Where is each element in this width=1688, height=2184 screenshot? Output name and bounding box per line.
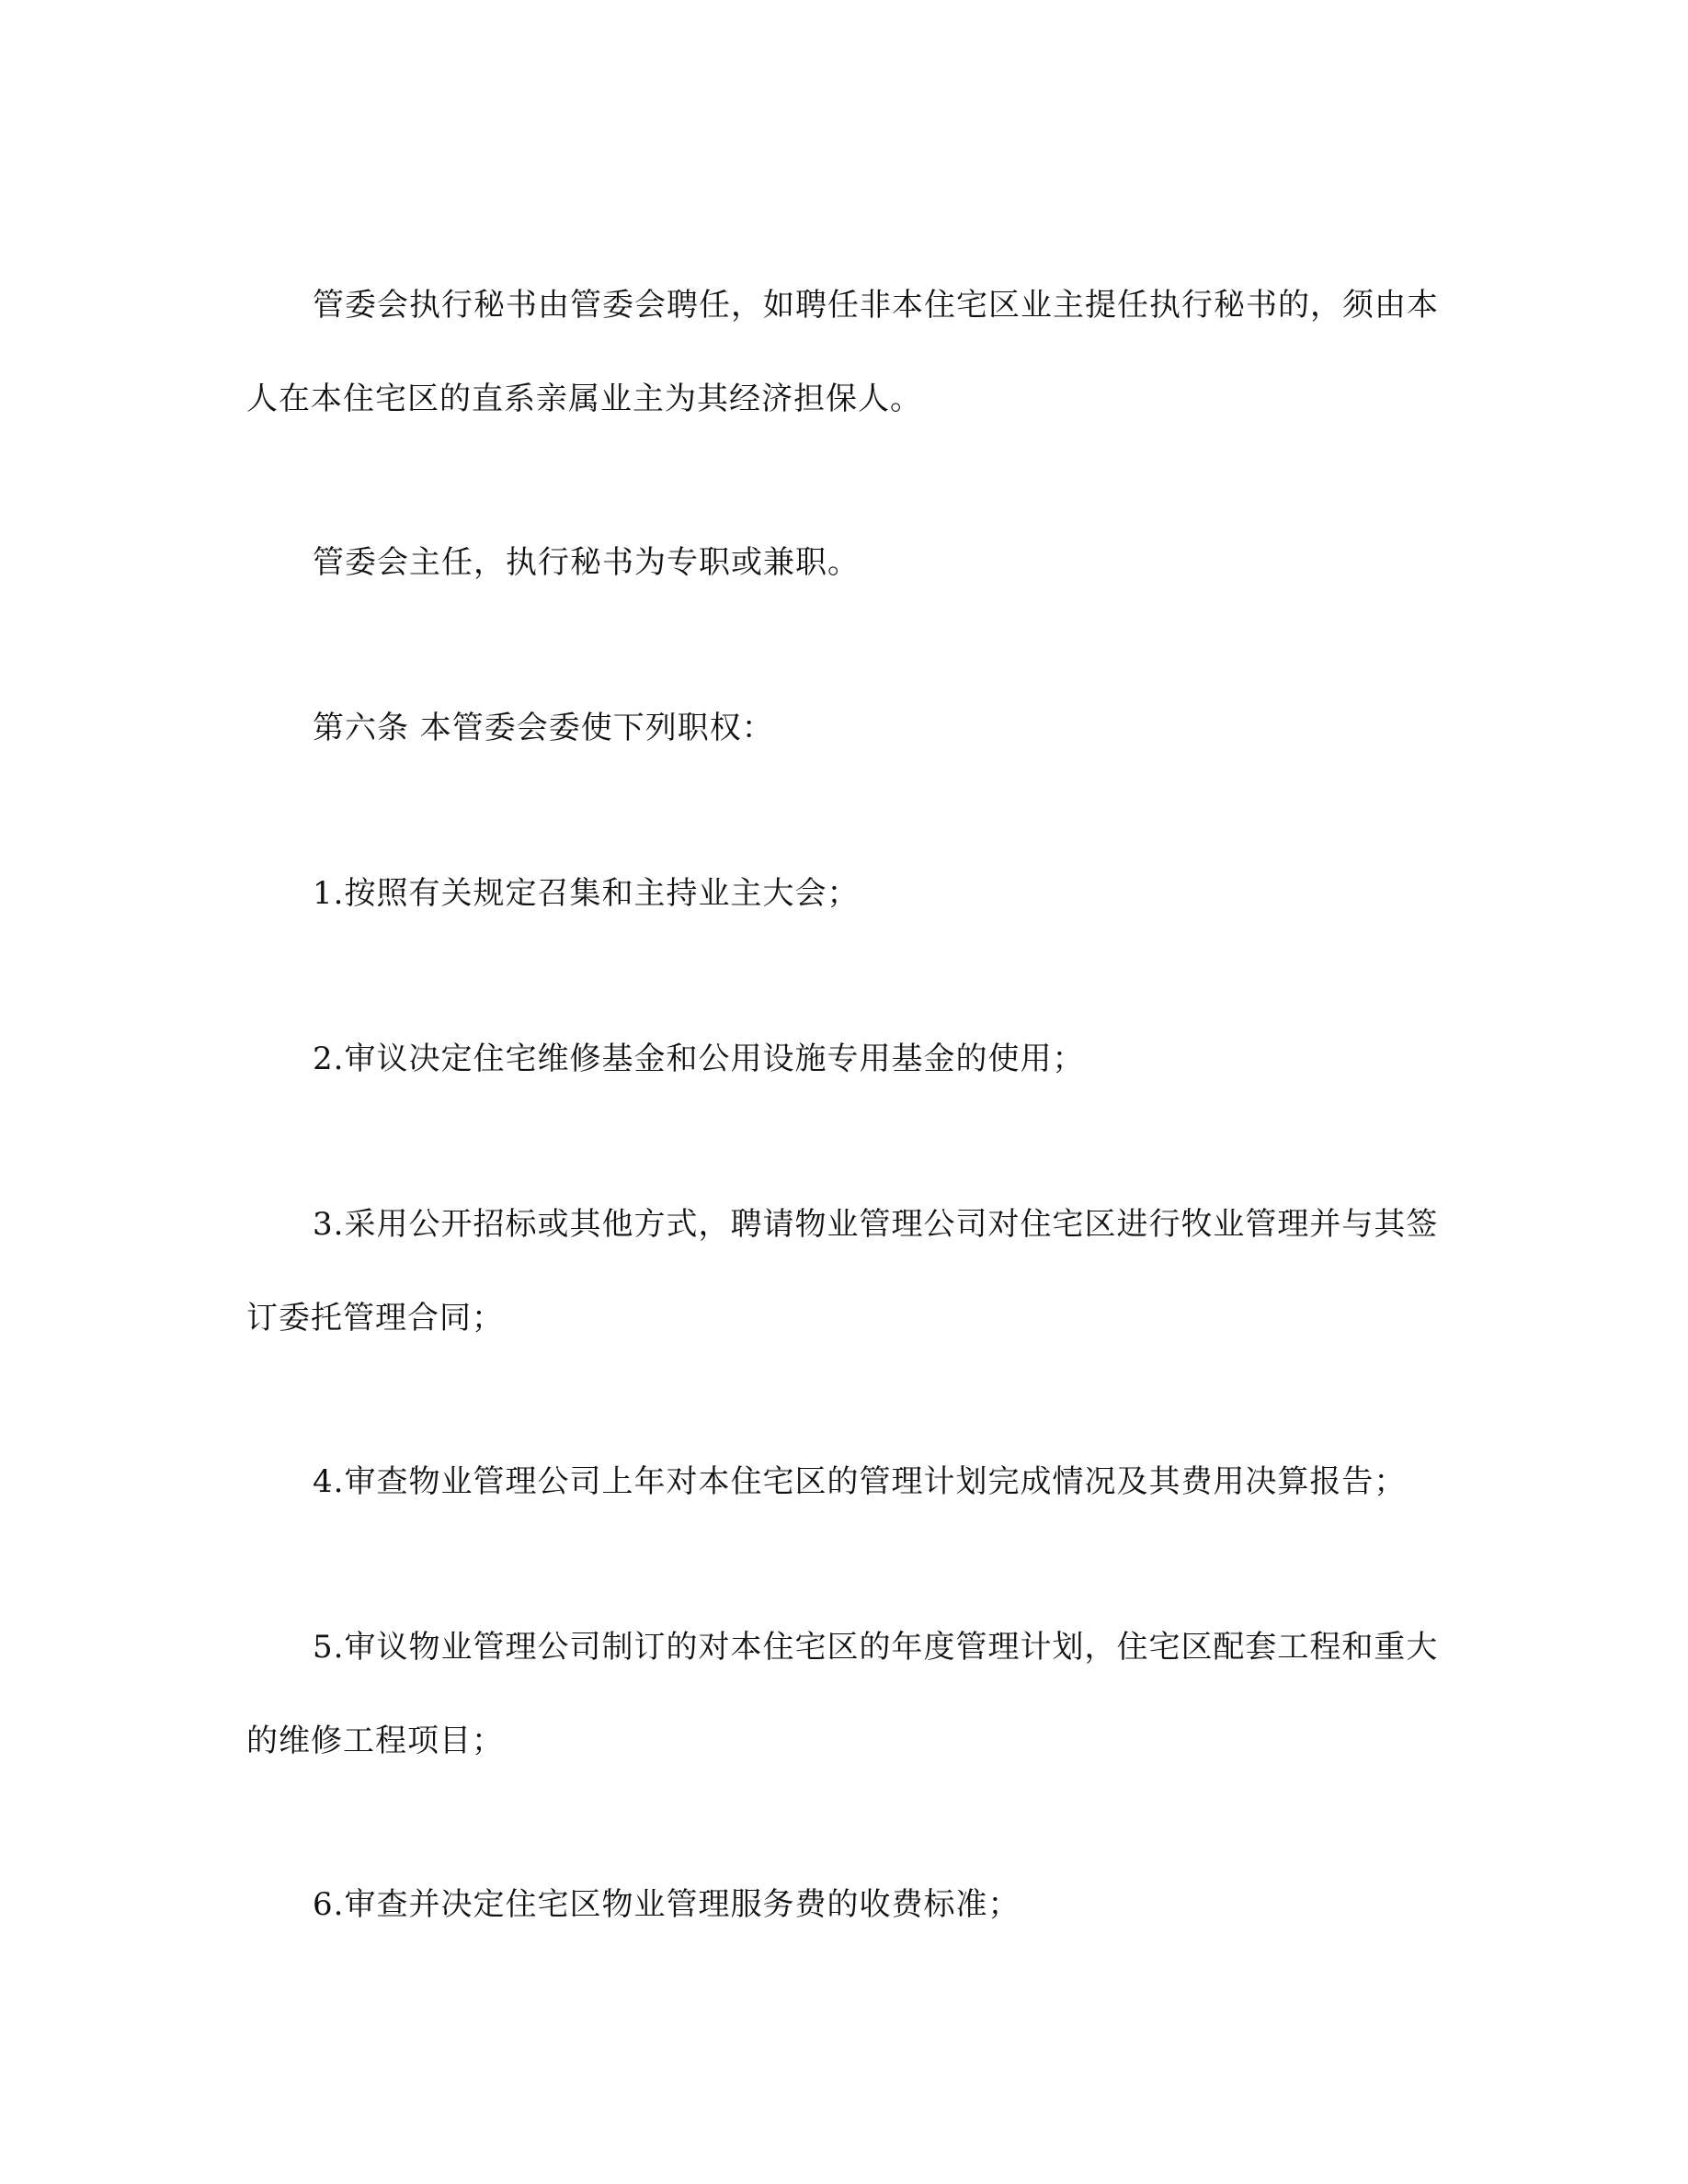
- paragraph-director-role: 管委会主任，执行秘书为专职或兼职。: [313, 544, 860, 581]
- list-item-2: 2.审议决定住宅维修基金和公用设施专用基金的使用；: [313, 1041, 1085, 1077]
- paragraph-secretary-appointment: 管委会执行秘书由管委会聘任，如聘任非本住宅区业主提任执行秘书的，须由本人在本住宅区的直系亲属业主为其经济担保人。: [246, 287, 1439, 417]
- list-item-3: 3.采用公开招标或其他方式，聘请物业管理公司对住宅区进行牧业管理并与其签订委托管理合同；: [246, 1206, 1439, 1337]
- list-item-4: 4.审查物业管理公司上年对本住宅区的管理计划完成情况及其费用决算报告；: [313, 1463, 1407, 1500]
- list-item-6: 6.审查并决定住宅区物业管理服务费的收费标准；: [313, 1886, 1021, 1923]
- list-item-1: 1.按照有关规定召集和主持业主大会；: [313, 875, 860, 912]
- article-six-heading: 第六条 本管委会委使下列职权：: [313, 710, 774, 746]
- list-item-5: 5.审议物业管理公司制订的对本住宅区的年度管理计划，住宅区配套工程和重大的维修工程项目；: [246, 1629, 1439, 1759]
